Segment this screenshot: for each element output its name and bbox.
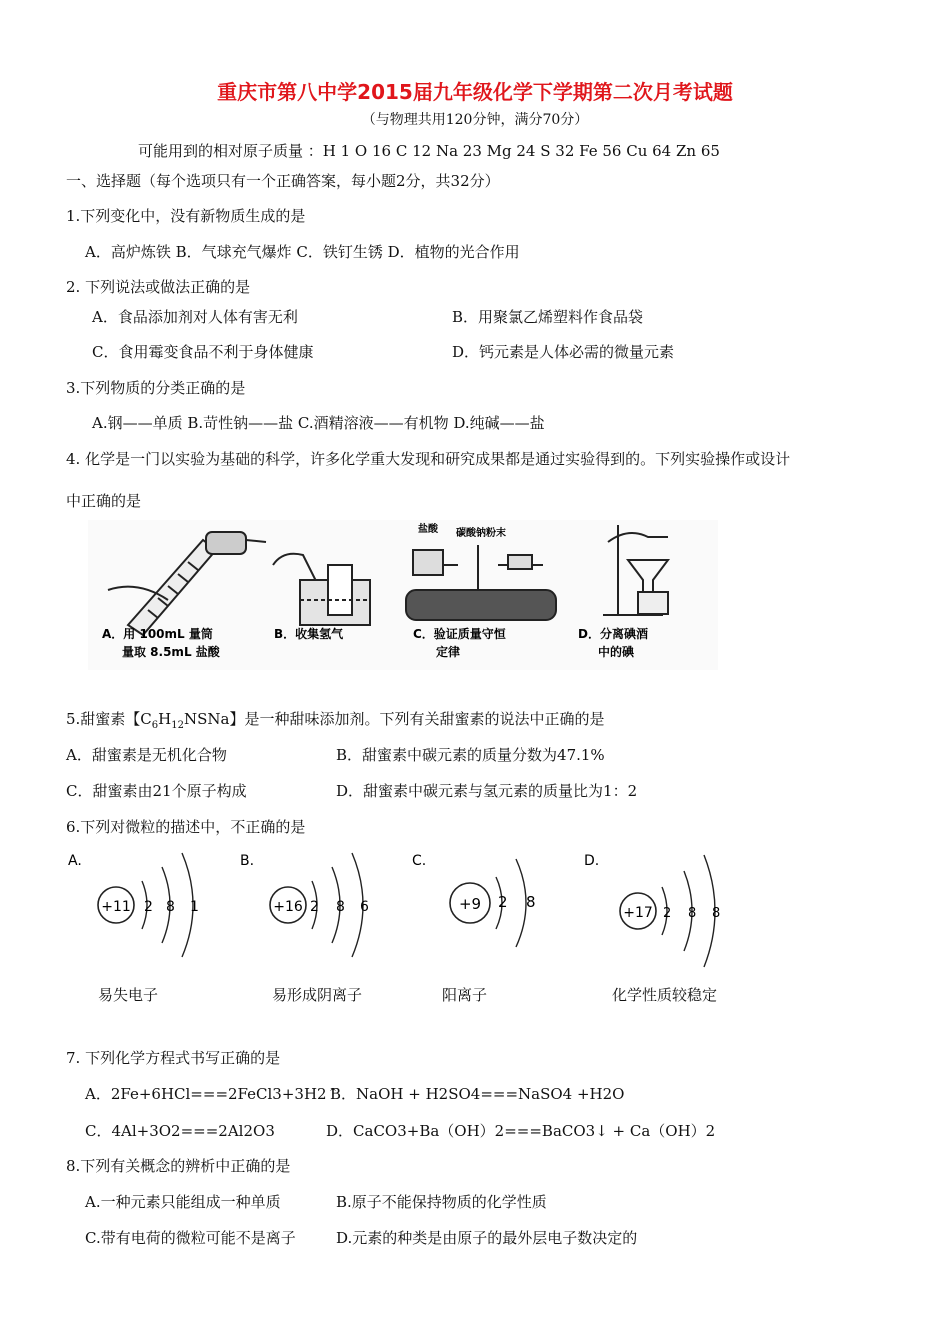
- atom-d-nucleus: +17: [623, 905, 653, 921]
- q1-options: A．高炉炼铁 B．气球充气爆炸 C．铁钉生锈 D．植物的光合作用: [85, 243, 520, 261]
- q5-option-d: D．甜蜜素中碳元素与氢元素的质量比为1：2: [336, 782, 638, 800]
- q3-options: A.钢——单质 B.苛性钠——盐 C.酒精溶液——有机物 D.纯碱——盐: [92, 414, 545, 432]
- atom-d-e1: 2: [663, 906, 672, 921]
- fig-a-label-2: 量取 8.5mL 盐酸: [122, 645, 220, 659]
- atom-c-desc: 阳离子: [442, 986, 488, 1004]
- q7-option-a: A．2Fe+6HCl===2FeCl3+3H2↑: [85, 1085, 340, 1103]
- atom-a-e2: 8: [166, 899, 175, 915]
- atomic-masses: 可能用到的相对原子质量 ：H 1 O 16 C 12 Na 23 Mg 24 S 32 Fe 56 Cu 64 Zn 65: [138, 142, 720, 160]
- q5-option-a: A．甜蜜素是无机化合物: [66, 746, 227, 764]
- q5-stem: 5.甜蜜素【$C_6H_{12}NSNa$】是一种甜味添加剂。下列有关甜蜜素的说法中正确的是: [66, 710, 605, 731]
- q5-option-c: C．甜蜜素由21个原子构成: [66, 782, 247, 800]
- q7-option-c: C．4Al+3O2===2Al2O3: [85, 1122, 275, 1140]
- atom-c-e1: 2: [498, 893, 508, 911]
- q4-figure: [88, 520, 718, 670]
- atom-c-e2: 8: [526, 893, 536, 911]
- q7-option-b: B．NaOH + H2SO4===NaSO4 +H2O: [330, 1085, 625, 1103]
- q2-option-c: C．食用霉变食品不利于身体健康: [92, 343, 314, 361]
- atom-a-e1: 2: [144, 899, 153, 915]
- q1-stem: 1.下列变化中，没有新物质生成的是: [66, 207, 306, 225]
- q4-stem-line1: 4. 化学是一门以实验为基础的科学，许多化学重大发现和研究成果都是通过实验得到的。下列实验操作或设计: [66, 450, 791, 468]
- atom-c-letter: C.: [412, 853, 427, 869]
- fig-c-label-2: 定律: [436, 645, 461, 659]
- atom-b-nucleus: +16: [273, 899, 303, 915]
- atom-a-letter: A.: [68, 853, 82, 869]
- atom-a-nucleus: +11: [101, 899, 131, 915]
- q2-option-b: B．用聚氯乙烯塑料作食品袋: [452, 308, 644, 326]
- fig-c-top-label-1: 盐酸: [418, 524, 438, 535]
- atom-d-e3: 8: [712, 906, 721, 921]
- q8-option-a: A.一种元素只能组成一种单质: [85, 1193, 281, 1211]
- atom-d-letter: D.: [584, 853, 600, 869]
- q2-option-a: A．食品添加剂对人体有害无利: [92, 308, 298, 326]
- q8-option-b: B.原子不能保持物质的化学性质: [336, 1193, 547, 1211]
- page-subtitle: （与物理共用120分钟，满分70分）: [361, 112, 589, 128]
- fig-c-label-1: C．验证质量守恒: [413, 627, 506, 641]
- atom-b-e2: 8: [336, 899, 345, 915]
- fig-d-label-1: D．分离碘酒: [578, 627, 648, 641]
- page-title: 重庆市第八中学2015届九年级化学下学期第二次月考试题: [217, 80, 733, 104]
- fig-a-label-1: A．用 100mL 量筒: [102, 627, 213, 641]
- q8-stem: 8.下列有关概念的辨析中正确的是: [66, 1157, 291, 1175]
- q7-option-d: D．CaCO3+Ba（OH）2===BaCO3↓ + Ca（OH）2: [326, 1122, 716, 1140]
- q2-stem: 2. 下列说法或做法正确的是: [66, 278, 251, 296]
- q6-stem: 6.下列对微粒的描述中，不正确的是: [66, 818, 306, 836]
- atom-d-e2: 8: [688, 906, 697, 921]
- q4-stem-line2: 中正确的是: [66, 492, 142, 510]
- atom-a-desc: 易失电子: [98, 986, 159, 1004]
- atom-c-nucleus: +9: [458, 895, 482, 913]
- fig-b-label: B．收集氢气: [274, 627, 344, 641]
- fig-d-label-2: 中的碘: [598, 645, 635, 659]
- q6-atom-diagrams: [60, 845, 740, 975]
- fig-c-top-label-2: 碳酸钠粉末: [456, 528, 506, 539]
- atom-a-e3: 1: [190, 899, 199, 915]
- atom-b-letter: B.: [240, 853, 255, 869]
- q2-option-d: D．钙元素是人体必需的微量元素: [452, 343, 675, 361]
- q8-option-c: C.带有电荷的微粒可能不是离子: [85, 1229, 296, 1247]
- q3-stem: 3.下列物质的分类正确的是: [66, 379, 246, 397]
- q8-option-d: D.元素的种类是由原子的最外层电子数决定的: [336, 1229, 638, 1247]
- atom-d-desc: 化学性质较稳定: [612, 986, 718, 1004]
- q5-option-b: B．甜蜜素中碳元素的质量分数为47.1%: [336, 746, 605, 764]
- section-heading: 一、选择题（每个选项只有一个正确答案，每小题2分，共32分）: [66, 172, 500, 190]
- q7-stem: 7. 下列化学方程式书写正确的是: [66, 1049, 281, 1067]
- atom-b-e3: 6: [360, 899, 369, 915]
- atom-b-desc: 易形成阴离子: [272, 986, 363, 1004]
- atom-b-e1: 2: [310, 899, 319, 915]
